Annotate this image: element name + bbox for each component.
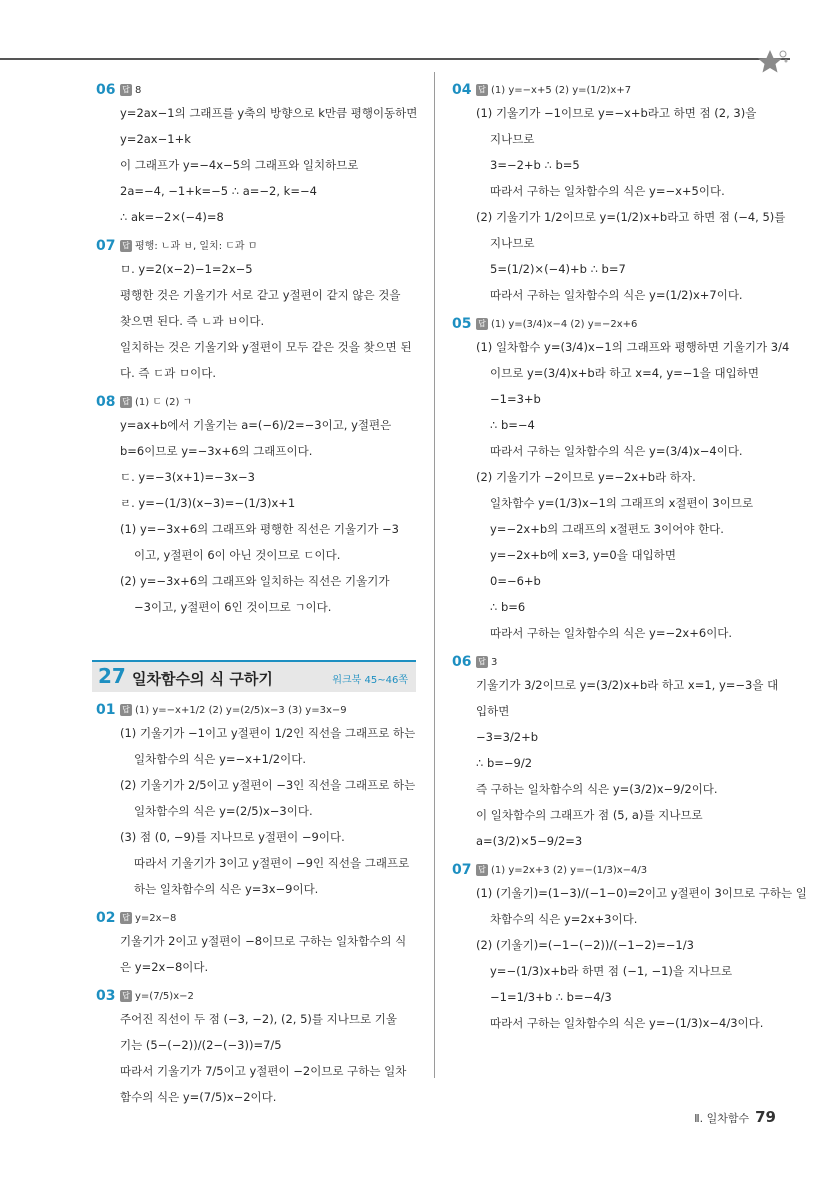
solution-line: 일차함수의 식은 y=(2/5)x−3이다. <box>134 804 313 818</box>
answer-tag: 답 <box>120 912 132 924</box>
answer-tag: 답 <box>120 240 132 252</box>
solution-line: 5=(1/2)×(−4)+b ∴ b=7 <box>490 262 626 276</box>
solution-line: (2) 기울기가 −2이므로 y=−2x+b라 하자. <box>476 470 696 484</box>
problem-05 <box>452 316 790 646</box>
problem-number: 04 <box>452 82 472 98</box>
solution-line: 따라서 기울기가 7/5이고 y절편이 −2이므로 구하는 일차 <box>120 1064 407 1078</box>
answer: 답 (1) y=−x+1/2 (2) y=(2/5)x−3 (3) y=3x−9 <box>120 702 418 720</box>
solution-line: 기울기가 3/2이므로 y=(3/2)x+b라 하고 x=1, y=−3을 대 <box>476 678 779 692</box>
solution-line: (2) 기울기가 2/5이고 y절편이 −3인 직선을 그래프로 하는 <box>120 778 416 792</box>
column-divider <box>434 72 435 1078</box>
answer: 답 (1) y=2x+3 (2) y=−(1/3)x−4/3 <box>476 862 782 880</box>
solution-line: −3=3/2+b <box>476 730 539 744</box>
answer: 답 y=(7/5)x−2 <box>120 988 418 1006</box>
solution-line: y=−(1/3)x+b라 하면 점 (−1, −1)을 지나므로 <box>490 964 733 978</box>
header-rule <box>0 58 790 60</box>
problem-number: 02 <box>96 910 116 926</box>
section-title: 일차함수의 식 구하기 <box>132 670 273 688</box>
chapter-label: Ⅱ. 일차함수 <box>694 1112 750 1125</box>
problem-number: 08 <box>96 394 116 410</box>
solution-line: 일치하는 것은 기울기와 y절편이 모두 같은 것을 찾으면 된 <box>120 340 412 354</box>
problem-02 <box>96 910 418 980</box>
solution-line: y=2ax−1+k <box>120 132 191 146</box>
solution-line: 일차함수의 식은 y=−x+1/2이다. <box>134 752 306 766</box>
problem-04 <box>452 82 786 308</box>
solution-line: 3=−2+b ∴ b=5 <box>490 158 580 172</box>
solution-line: y=2ax−1의 그래프를 y축의 방향으로 k만큼 평행이동하면 <box>120 106 418 120</box>
solution-line: (1) 기울기가 −1이므로 y=−x+b라고 하면 점 (2, 3)을 <box>476 106 757 120</box>
solution-line: 주어진 직선이 두 점 (−3, −2), (2, 5)를 지나므로 기울 <box>120 1012 397 1026</box>
problem-08 <box>96 394 418 620</box>
solution-line: 은 y=2x−8이다. <box>120 960 209 974</box>
problem-number: 07 <box>96 238 116 254</box>
solution-line: ㄷ. y=−3(x+1)=−3x−3 <box>120 470 255 484</box>
solution-line: 이 일차함수의 그래프가 점 (5, a)를 지나므로 <box>476 808 703 822</box>
problem-01 <box>96 702 418 902</box>
solution-line: 이므로 y=(3/4)x+b라 하고 x=4, y=−1을 대입하면 <box>490 366 759 380</box>
problem-number: 03 <box>96 988 116 1004</box>
answer-tag: 답 <box>476 318 488 330</box>
problem-number: 07 <box>452 862 472 878</box>
answer: 답 평행: ㄴ과 ㅂ, 일치: ㄷ과 ㅁ <box>120 238 418 256</box>
problem-06 <box>96 82 418 230</box>
problem-03 <box>96 988 418 1110</box>
solution-line: b=6이므로 y=−3x+6의 그래프이다. <box>120 444 313 458</box>
solution-line: (1) (기울기)=(1−3)/(−1−0)=2이고 y절편이 3이므로 구하는 일 <box>476 886 807 900</box>
solution-line: −3이고, y절편이 6인 것이므로 ㄱ이다. <box>134 600 332 614</box>
problem-number: 05 <box>452 316 472 332</box>
solution-line: 따라서 기울기가 3이고 y절편이 −9인 직선을 그래프로 <box>134 856 410 870</box>
answer: 답 3 <box>476 654 782 672</box>
answer: 답 8 <box>120 82 418 100</box>
answer: 답 (1) y=−x+5 (2) y=(1/2)x+7 <box>476 82 782 100</box>
solution-line: (1) 기울기가 −1이고 y절편이 1/2인 직선을 그래프로 하는 <box>120 726 416 740</box>
solution-line: (2) y=−3x+6의 그래프와 일치하는 직선은 기울기가 <box>120 574 390 588</box>
solution-line: 다. 즉 ㄷ과 ㅁ이다. <box>120 366 217 380</box>
answer-tag: 답 <box>120 84 132 96</box>
solution-line: 기는 (5−(−2))/(2−(−3))=7/5 <box>120 1038 282 1052</box>
section-number: 27 <box>98 664 126 688</box>
solution-line: ∴ b=−9/2 <box>476 756 533 770</box>
solution-line: 차함수의 식은 y=2x+3이다. <box>490 912 638 926</box>
answer-tag: 답 <box>120 396 132 408</box>
solution-line: (2) (기울기)=(−1−(−2))/(−1−2)=−1/3 <box>476 938 694 952</box>
solution-line: 따라서 구하는 일차함수의 식은 y=−(1/3)x−4/3이다. <box>490 1016 764 1030</box>
problem-number: 06 <box>96 82 116 98</box>
problem-number: 01 <box>96 702 116 718</box>
answer-tag: 답 <box>476 864 488 876</box>
problem-06 <box>452 654 782 854</box>
solution-line: 지나므로 <box>490 236 535 250</box>
solution-line: 입하면 <box>476 704 510 718</box>
solution-line: −1=3+b <box>490 392 541 406</box>
solution-line: 함수의 식은 y=(7/5)x−2이다. <box>120 1090 277 1104</box>
problem-07 <box>452 862 807 1036</box>
solution-line: 찾으면 된다. 즉 ㄴ과 ㅂ이다. <box>120 314 265 328</box>
answer-tag: 답 <box>120 704 132 716</box>
solution-line: 기울기가 2이고 y절편이 −8이므로 구하는 일차함수의 식 <box>120 934 407 948</box>
solution-line: 평행한 것은 기울기가 서로 같고 y절편이 같지 않은 것을 <box>120 288 401 302</box>
solution-line: 이고, y절편이 6이 아닌 것이므로 ㄷ이다. <box>134 548 341 562</box>
solution-line: ∴ b=6 <box>490 600 526 614</box>
solution-line: 하는 일차함수의 식은 y=3x−9이다. <box>134 882 319 896</box>
solution-line: a=(3/2)×5−9/2=3 <box>476 834 583 848</box>
answer-tag: 답 <box>120 990 132 1002</box>
solution-line: −1=1/3+b ∴ b=−4/3 <box>490 990 612 1004</box>
page-footer <box>694 1108 776 1126</box>
section-header <box>92 660 416 692</box>
solution-line: ㄹ. y=−(1/3)(x−3)=−(1/3)x+1 <box>120 496 296 510</box>
answer: 답 y=2x−8 <box>120 910 418 928</box>
solution-line: (3) 점 (0, −9)를 지나므로 y절편이 −9이다. <box>120 830 345 844</box>
left-column <box>96 82 418 1118</box>
solution-line: y=−2x+b의 그래프의 x절편도 3이어야 한다. <box>490 522 724 536</box>
answer: 답 (1) ㄷ (2) ㄱ <box>120 394 418 412</box>
solution-line: 0=−6+b <box>490 574 541 588</box>
solution-line: 따라서 구하는 일차함수의 식은 y=−2x+6이다. <box>490 626 733 640</box>
page-number: 79 <box>755 1108 776 1126</box>
solution-line: ㅁ. y=2(x−2)−1=2x−5 <box>120 262 253 276</box>
problem-number: 06 <box>452 654 472 670</box>
solution-line: y=−2x+b에 x=3, y=0을 대입하면 <box>490 548 676 562</box>
solution-line: y=ax+b에서 기울기는 a=(−6)/2=−3이고, y절편은 <box>120 418 392 432</box>
solution-line: 즉 구하는 일차함수의 식은 y=(3/2)x−9/2이다. <box>476 782 718 796</box>
star-icon <box>756 48 790 78</box>
solution-line: 따라서 구하는 일차함수의 식은 y=(1/2)x+7이다. <box>490 288 743 302</box>
workbook-ref: 워크북 45~46쪽 <box>332 675 408 686</box>
right-column <box>452 82 807 1044</box>
solution-line: 2a=−4, −1+k=−5 ∴ a=−2, k=−4 <box>120 184 317 198</box>
solution-line: 따라서 구하는 일차함수의 식은 y=−x+5이다. <box>490 184 725 198</box>
solution-line: (1) y=−3x+6의 그래프와 평행한 직선은 기울기가 −3 <box>120 522 399 536</box>
solution-line: (2) 기울기가 1/2이므로 y=(1/2)x+b라고 하면 점 (−4, 5)를 <box>476 210 786 224</box>
answer-tag: 답 <box>476 84 488 96</box>
answer-tag: 답 <box>476 656 488 668</box>
solution-line: 일차함수 y=(1/3)x−1의 그래프의 x절편이 3이므로 <box>490 496 754 510</box>
solution-line: 지나므로 <box>490 132 535 146</box>
solution-line: 이 그래프가 y=−4x−5의 그래프와 일치하므로 <box>120 158 359 172</box>
answer: 답 (1) y=(3/4)x−4 (2) y=−2x+6 <box>476 316 782 334</box>
problem-07 <box>96 238 418 386</box>
solution-line: ∴ ak=−2×(−4)=8 <box>120 210 224 224</box>
solution-line: 따라서 구하는 일차함수의 식은 y=(3/4)x−4이다. <box>490 444 743 458</box>
solution-line: ∴ b=−4 <box>490 418 535 432</box>
solution-line: (1) 일차함수 y=(3/4)x−1의 그래프와 평행하면 기울기가 3/4 <box>476 340 790 354</box>
